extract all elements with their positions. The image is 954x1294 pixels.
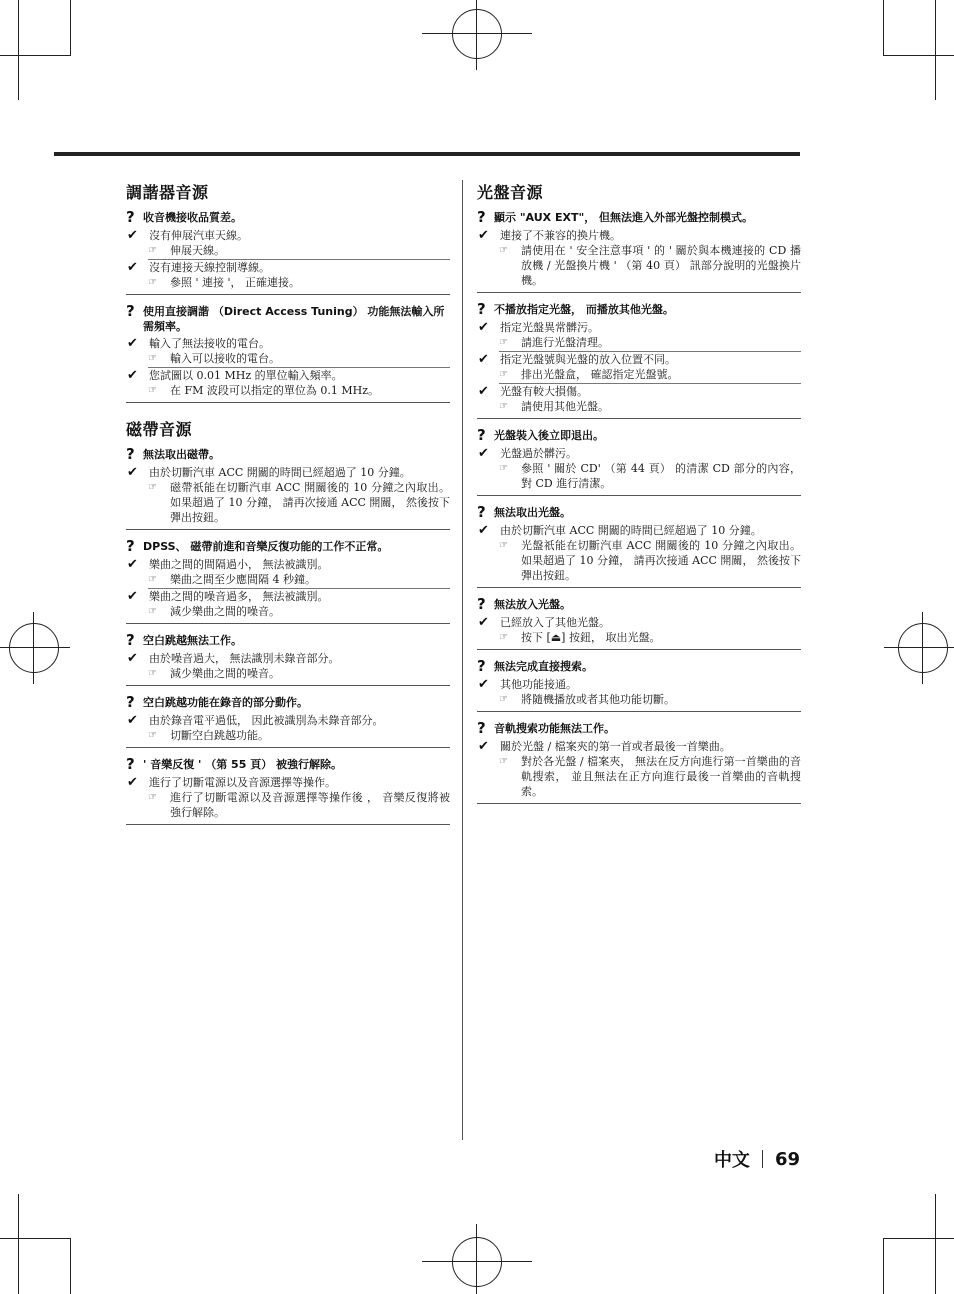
- problem-question: [126, 303, 450, 334]
- remedy-row: [126, 728, 450, 743]
- remedy-text: 請進行光盤清理。: [521, 336, 609, 349]
- remedy-row: [477, 754, 801, 799]
- cause-row: [126, 589, 450, 604]
- question-text: DPSS、 磁帶前進和音樂反復功能的工作不正常。: [143, 540, 389, 553]
- left-column: [126, 178, 450, 831]
- pointing-hand-icon: ☞: [499, 632, 508, 643]
- problem-block: [477, 718, 801, 804]
- remedy-row: [477, 538, 801, 583]
- pointing-hand-icon: ☞: [148, 385, 157, 396]
- problem-question: [126, 446, 450, 463]
- check-icon: ✔: [127, 775, 138, 790]
- problem-block: [126, 301, 450, 403]
- section-title: 調諧器音源: [126, 183, 209, 202]
- question-text: 顯示 "AUX EXT"， 但無法進入外部光盤控制模式。: [494, 211, 754, 224]
- check-icon: ✔: [478, 739, 489, 754]
- question-text: 無法取出光盤。: [494, 506, 571, 519]
- question-icon: ?: [477, 208, 486, 226]
- check-icon: ✔: [127, 336, 138, 351]
- remedy-row: [477, 243, 801, 288]
- cause-text: 樂曲之間的間隔過小， 無法被識別。: [149, 558, 329, 571]
- remedy-text: 伸展天線。: [170, 244, 225, 257]
- cause-row: [126, 651, 450, 666]
- pointing-hand-icon: ☞: [148, 606, 157, 617]
- check-icon: ✔: [478, 523, 489, 538]
- remedy-row: [477, 630, 801, 645]
- pointing-hand-icon: ☞: [499, 756, 508, 767]
- check-icon: ✔: [127, 589, 138, 604]
- question-text: 空白跳越無法工作。: [143, 634, 242, 647]
- pointing-hand-icon: ☞: [499, 401, 508, 412]
- problem-block: [477, 594, 801, 650]
- pointing-hand-icon: ☞: [499, 337, 508, 348]
- cause-text: 其他功能接通。: [500, 678, 577, 691]
- footer-separator: [762, 1150, 763, 1168]
- question-icon: ?: [477, 300, 486, 318]
- cause-text: 關於光盤 / 檔案夾的第一首或者最後一首樂曲。: [500, 740, 731, 753]
- problem-question: [477, 301, 801, 318]
- cause-row: [126, 336, 450, 351]
- check-icon: ✔: [478, 352, 489, 367]
- pointing-hand-icon: ☞: [499, 463, 508, 474]
- cause-text: 沒有連接天線控制導線。: [149, 261, 270, 274]
- problem-block: [126, 207, 450, 295]
- remedy-row: [126, 351, 450, 366]
- check-icon: ✔: [127, 557, 138, 572]
- remedy-row: [126, 480, 450, 525]
- question-text: 無法放入光盤。: [494, 598, 571, 611]
- question-icon: ?: [477, 657, 486, 675]
- cause-row: [477, 523, 801, 538]
- question-text: 光盤裝入後立即退出。: [494, 429, 604, 442]
- question-icon: ?: [477, 426, 486, 444]
- remedy-text: 切斷空白跳越功能。: [170, 729, 269, 742]
- cause-text: 連接了不兼容的換片機。: [500, 229, 621, 242]
- cause-row: [126, 775, 450, 790]
- remedy-text: 參照 ' 關於 CD' （第 44 頁） 的清潔 CD 部分的內容， 對 CD 進行清潔。: [521, 462, 801, 490]
- remedy-row: [477, 461, 801, 491]
- problem-question: [477, 658, 801, 675]
- remedy-text: 參照 ' 連接 '， 正確連接。: [170, 276, 301, 289]
- remedy-row: [126, 572, 450, 587]
- remedy-text: 將隨機播放或者其他功能切斷。: [521, 693, 675, 706]
- cause-text: 輸入了無法接收的電台。: [149, 337, 270, 350]
- question-icon: ?: [126, 693, 135, 711]
- cause-row: [477, 352, 801, 367]
- column-divider: [462, 180, 463, 1140]
- cause-text: 由於切斷汽車 ACC 開關的時間已經超過了 10 分鐘。: [149, 466, 411, 479]
- problem-question: [477, 720, 801, 737]
- question-text: 不播放指定光盤， 而播放其他光盤。: [494, 303, 674, 316]
- question-icon: ?: [126, 755, 135, 773]
- remedy-row: [126, 604, 450, 619]
- problem-question: [126, 209, 450, 226]
- question-text: 無法取出磁帶。: [143, 448, 220, 461]
- remedy-row: [126, 275, 450, 290]
- remedy-text: 排出光盤盒， 確認指定光盤號。: [521, 368, 679, 381]
- question-text: 使用直接調諧 （Direct Access Tuning） 功能無法輸入所需頻率。: [143, 305, 445, 333]
- page-footer: [714, 1146, 800, 1172]
- remedy-text: 按下 [⏏] 按鈕， 取出光盤。: [521, 631, 661, 644]
- cause-row: [126, 713, 450, 728]
- problem-question: [126, 756, 450, 773]
- remedy-text: 樂曲之間至少應間隔 4 秒鐘。: [170, 573, 316, 586]
- check-icon: ✔: [127, 260, 138, 275]
- check-icon: ✔: [478, 677, 489, 692]
- problem-question: [126, 632, 450, 649]
- problem-block: [477, 299, 801, 419]
- question-icon: ?: [126, 631, 135, 649]
- problem-block: [477, 656, 801, 712]
- problem-block: [477, 502, 801, 588]
- pointing-hand-icon: ☞: [499, 369, 508, 380]
- cause-text: 已經放入了其他光盤。: [500, 616, 610, 629]
- check-icon: ✔: [127, 368, 138, 383]
- pointing-hand-icon: ☞: [148, 574, 157, 585]
- remedy-row: [477, 692, 801, 707]
- problem-question: [477, 504, 801, 521]
- cause-row: [477, 615, 801, 630]
- remedy-text: 磁帶祇能在切斷汽車 ACC 開關後的 10 分鐘之內取出。 如果超過了 10 分鐘， 請再次接通 ACC 開關， 然後按下彈出按鈕。: [170, 481, 450, 524]
- cause-row: [126, 557, 450, 572]
- problem-question: [126, 694, 450, 711]
- header-rule: [54, 152, 800, 156]
- cause-row: [477, 446, 801, 461]
- problem-block: [126, 630, 450, 686]
- cause-row: [477, 677, 801, 692]
- cause-text: 指定光盤異常髒污。: [500, 321, 599, 334]
- cause-row: [126, 465, 450, 480]
- question-icon: ?: [126, 208, 135, 226]
- cause-text: 您試圖以 0.01 MHz 的單位輸入頻率。: [149, 369, 343, 382]
- question-icon: ?: [126, 445, 135, 463]
- pointing-hand-icon: ☞: [148, 245, 157, 256]
- question-icon: ?: [477, 595, 486, 613]
- check-icon: ✔: [478, 320, 489, 335]
- remedy-row: [477, 335, 801, 350]
- problem-block: [477, 425, 801, 496]
- cause-row: [126, 368, 450, 383]
- remedy-text: 減少樂曲之間的噪音。: [170, 667, 280, 680]
- check-icon: ✔: [127, 713, 138, 728]
- cause-text: 進行了切斷電源以及音源選擇等操作。: [149, 776, 336, 789]
- remedy-text: 請使用其他光盤。: [521, 400, 609, 413]
- pointing-hand-icon: ☞: [148, 730, 157, 741]
- remedy-text: 請使用在 ' 安全注意事項 ' 的 ' 關於與本機連接的 CD 播放機 / 光盤換片機 ' （第 40 頁） 訊部分說明的光盤換片機。: [521, 244, 801, 287]
- remedy-text: 在 FM 波段可以指定的單位為 0.1 MHz。: [170, 384, 380, 397]
- remedy-text: 進行了切斷電源以及音源選擇等操作後 ， 音樂反復將被強行解除。: [170, 791, 450, 819]
- question-icon: ?: [477, 719, 486, 737]
- problem-block: [477, 207, 801, 293]
- cause-text: 樂曲之間的噪音過多， 無法被識別。: [149, 590, 329, 603]
- cause-row: [477, 228, 801, 243]
- cause-row: [477, 739, 801, 754]
- question-icon: ?: [126, 537, 135, 555]
- section-title: 磁帶音源: [126, 420, 193, 439]
- pointing-hand-icon: ☞: [499, 694, 508, 705]
- remedy-row: [126, 243, 450, 258]
- question-icon: ?: [477, 503, 486, 521]
- question-icon: ?: [126, 302, 135, 320]
- check-icon: ✔: [127, 228, 138, 243]
- footer-page-number: 69: [774, 1148, 800, 1170]
- pointing-hand-icon: ☞: [148, 277, 157, 288]
- cause-row: [477, 320, 801, 335]
- cause-text: 由於切斷汽車 ACC 開關的時間已經超過了 10 分鐘。: [500, 524, 762, 537]
- problem-block: [126, 444, 450, 530]
- cause-text: 由於錄音電平過低， 因此被識別為未錄音部分。: [149, 714, 384, 727]
- pointing-hand-icon: ☞: [148, 668, 157, 679]
- problem-block: [126, 536, 450, 624]
- pointing-hand-icon: ☞: [499, 245, 508, 256]
- pointing-hand-icon: ☞: [499, 540, 508, 551]
- problem-block: [126, 692, 450, 748]
- remedy-row: [477, 367, 801, 382]
- remedy-row: [477, 399, 801, 414]
- cause-text: 指定光盤號與光盤的放入位置不同。: [500, 353, 676, 366]
- right-column: [477, 178, 801, 810]
- problem-question: [477, 427, 801, 444]
- cause-row: [126, 228, 450, 243]
- cause-text: 由於噪音過大， 無法識別未錄音部分。: [149, 652, 340, 665]
- question-text: ' 音樂反復 ' （第 55 頁） 被強行解除。: [143, 758, 343, 771]
- remedy-row: [126, 383, 450, 398]
- question-text: 音軌搜索功能無法工作。: [494, 722, 615, 735]
- footer-language: 中文: [713, 1150, 750, 1171]
- question-text: 無法完成直接搜索。: [494, 660, 593, 673]
- section-title: 光盤音源: [477, 183, 544, 202]
- cause-text: 沒有伸展汽車天線。: [149, 229, 248, 242]
- remedy-row: [126, 666, 450, 681]
- question-text: 空白跳越功能在錄音的部分動作。: [143, 696, 308, 709]
- check-icon: ✔: [478, 615, 489, 630]
- cause-row: [126, 260, 450, 275]
- check-icon: ✔: [127, 651, 138, 666]
- check-icon: ✔: [478, 446, 489, 461]
- check-icon: ✔: [127, 465, 138, 480]
- remedy-text: 對於各光盤 / 檔案夾， 無法在反方向進行第一首樂曲的音軌搜索， 並且無法在正方向進行最後一首樂曲的音軌搜索。: [521, 755, 801, 798]
- pointing-hand-icon: ☞: [148, 482, 157, 493]
- check-icon: ✔: [478, 384, 489, 399]
- remedy-row: [126, 790, 450, 820]
- problem-block: [126, 754, 450, 825]
- pointing-hand-icon: ☞: [148, 353, 157, 364]
- remedy-text: 光盤祇能在切斷汽車 ACC 開關後的 10 分鐘之內取出。 如果超過了 10 分鐘， 請再次接通 ACC 開關， 然後按下彈出按鈕。: [521, 539, 801, 582]
- cause-text: 光盤有較大損傷。: [500, 385, 588, 398]
- cause-row: [477, 384, 801, 399]
- problem-question: [477, 596, 801, 613]
- cause-text: 光盤過於髒污。: [500, 447, 577, 460]
- check-icon: ✔: [478, 228, 489, 243]
- question-text: 收音機接收品質差。: [143, 211, 242, 224]
- remedy-text: 減少樂曲之間的噪音。: [170, 605, 280, 618]
- pointing-hand-icon: ☞: [148, 792, 157, 803]
- problem-question: [477, 209, 801, 226]
- remedy-text: 輸入可以接收的電台。: [170, 352, 280, 365]
- problem-question: [126, 538, 450, 555]
